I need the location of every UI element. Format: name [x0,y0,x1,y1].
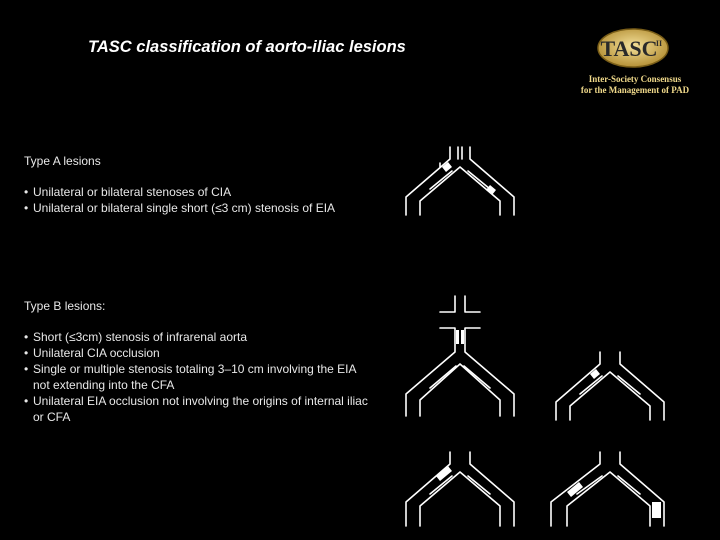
list-item: • Unilateral EIA occlusion not involving the origins of internal iliac or CFA [24,394,368,424]
aorto-iliac-diagram-icon [545,450,670,530]
logo-line-1: Inter-Society Consensus [588,74,682,84]
type-a-heading: Type A lesions [24,154,101,168]
type-b-section [24,298,369,425]
logo-badge-text: TASC [600,36,658,61]
aorto-iliac-diagram-icon [400,145,520,220]
logo-superscript: II [655,39,663,48]
list-item: • Unilateral or bilateral single short (≤3 cm) stenosis of EIA [24,201,336,215]
type-a-section [24,153,384,216]
logo-line-2: for the Management of PAD [580,85,690,95]
bullet-dot-icon: • [24,346,29,360]
bullet-dot-icon: • [24,201,29,215]
aorto-iliac-diagram-icon [550,350,670,425]
bullet-dot-icon: • [24,394,29,408]
bullet-dot-icon: • [24,185,29,199]
slide-title: TASC classification of aorto-iliac lesions [88,38,406,56]
list-item: • Single or multiple stenosis totaling 3–10 cm involving the EIA not extending into the CFA [24,362,356,392]
aorto-iliac-diagram-icon [400,294,520,419]
list-item: • Short (≤3cm) stenosis of infrarenal aorta [24,330,248,344]
bullet-dot-icon: • [24,330,29,344]
tasc-logo-icon [570,28,700,100]
tasc-badge [597,28,669,68]
aorto-iliac-diagram-icon [400,450,520,530]
type-b-heading: Type B lesions: [24,299,106,313]
list-item: • Unilateral or bilateral stenoses of CIA [24,185,232,199]
list-item: • Unilateral CIA occlusion [24,346,160,360]
bullet-dot-icon: • [24,362,29,376]
